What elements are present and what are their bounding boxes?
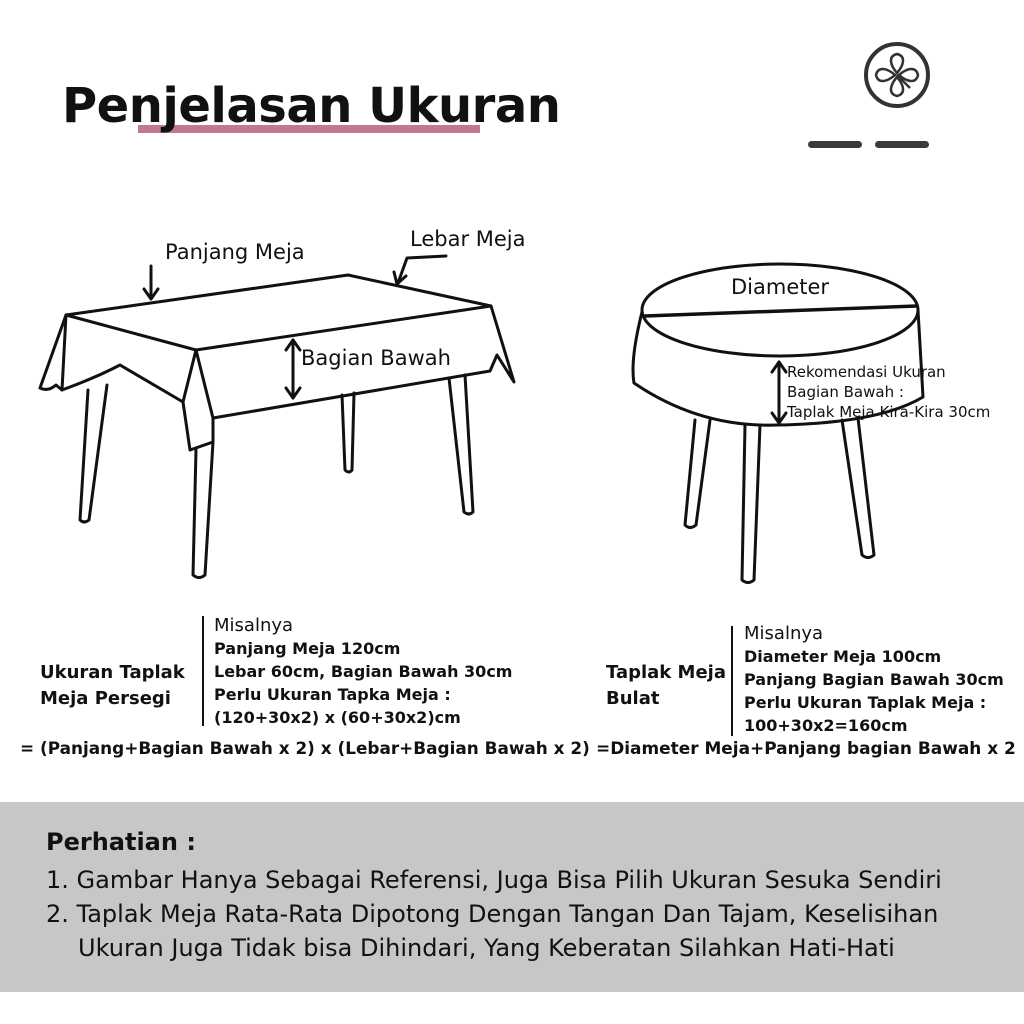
recommend-line: Rekomendasi Ukuran bbox=[787, 363, 946, 381]
rect-table-leg bbox=[80, 385, 107, 522]
round-name-line: Bulat bbox=[606, 688, 660, 709]
rect-example-text bbox=[214, 614, 512, 729]
round-example-text bbox=[744, 622, 1004, 737]
round-formula: =Diameter Meja+Panjang bagian Bawah x 2 bbox=[596, 738, 1016, 758]
drop-label: Bagian Bawah bbox=[301, 346, 451, 370]
rect-table-leg bbox=[193, 442, 213, 578]
rect-example-line: (120+30x2) x (60+30x2)cm bbox=[214, 708, 461, 727]
rect-name-line: Ukuran Taplak bbox=[40, 662, 185, 683]
rect-example-line: Lebar 60cm, Bagian Bawah 30cm bbox=[214, 662, 513, 681]
recommend-line: Taplak Meja Kira-Kira 30cm bbox=[787, 403, 991, 421]
round-example-divider bbox=[731, 626, 733, 736]
notice-item: 2. Taplak Meja Rata-Rata Dipotong Dengan Tangan Dan Tajam, Keselisihan bbox=[46, 900, 939, 928]
rect-example-divider bbox=[202, 616, 204, 726]
rect-table-leg bbox=[449, 375, 473, 514]
rect-example-line: Perlu Ukuran Tapka Meja : bbox=[214, 685, 451, 704]
round-table-leg bbox=[742, 425, 760, 583]
round-example-heading: Misalnya bbox=[744, 623, 824, 644]
rect-table-top bbox=[66, 275, 491, 350]
rect-example-name bbox=[40, 660, 185, 712]
round-example-line: Panjang Bagian Bawah 30cm bbox=[744, 670, 1004, 689]
round-table-leg bbox=[685, 420, 710, 528]
rect-formula: = (Panjang+Bagian Bawah x 2) x (Lebar+Bagian Bawah x 2) bbox=[20, 738, 590, 758]
notice-title: Perhatian : bbox=[46, 828, 196, 856]
rect-example-line: Panjang Meja 120cm bbox=[214, 639, 401, 658]
notice-item: 1. Gambar Hanya Sebagai Referensi, Juga Bisa Pilih Ukuran Sesuka Sendiri bbox=[46, 866, 942, 894]
round-example-line: Diameter Meja 100cm bbox=[744, 647, 942, 666]
round-example-line: Perlu Ukuran Taplak Meja : bbox=[744, 693, 987, 712]
round-example-name bbox=[606, 660, 726, 712]
diameter-label: Diameter bbox=[731, 275, 830, 299]
round-example-line: 100+30x2=160cm bbox=[744, 716, 908, 735]
round-name-line: Taplak Meja bbox=[606, 662, 726, 683]
notice-item: Ukuran Juga Tidak bisa Dihindari, Yang Keberatan Silahkan Hati-Hati bbox=[78, 934, 895, 962]
round-table-leg bbox=[842, 418, 874, 558]
width-label: Lebar Meja bbox=[410, 227, 526, 251]
rect-table-leg bbox=[342, 393, 354, 472]
page-title: Penjelasan Ukuran bbox=[62, 78, 561, 134]
recommend-line: Bagian Bawah : bbox=[787, 383, 904, 401]
rect-name-line: Meja Persegi bbox=[40, 688, 171, 709]
length-label: Panjang Meja bbox=[165, 240, 305, 264]
rect-example-heading: Misalnya bbox=[214, 615, 294, 636]
